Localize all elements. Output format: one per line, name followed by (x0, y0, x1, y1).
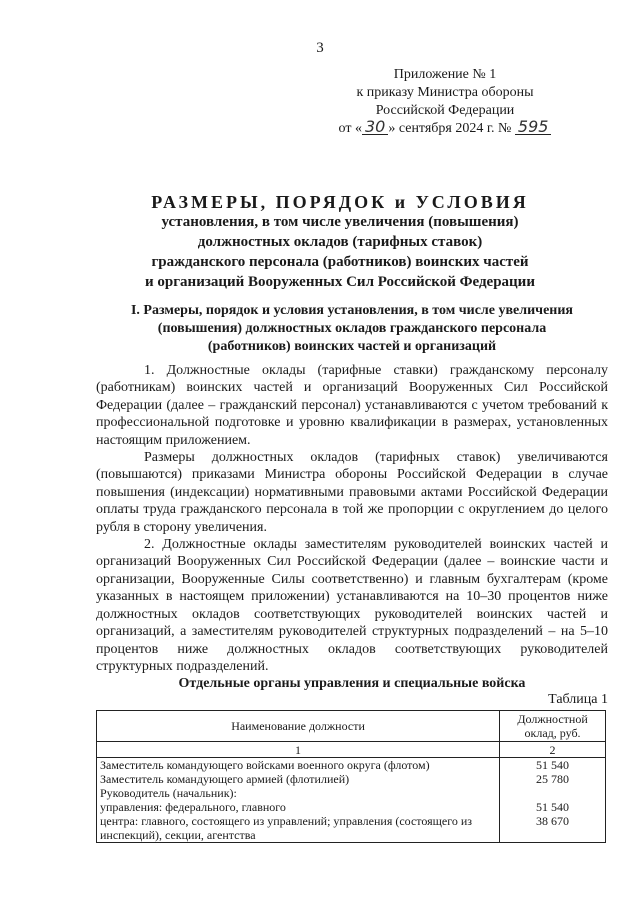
salary-cell (500, 786, 606, 800)
section-line-1: I. Размеры, порядок и условия установления, в том числе увеличения (130, 303, 573, 318)
position-cell: Руководитель (начальник): (97, 786, 500, 800)
paragraph-3: 2. Должностные оклады заместителям руководителей воинских частей и организаций Вооруженных Сил Российской Федерации (далее – воинские части и организации, Вооруженные Силы соответственно) и главным бухгалтерам (кроме указанных в настоящем приложении) устанавливаются на 10–30 процентов ниже должностных окладов соответствующих руководителей воинских частей и организаций, а заместителям руководителей структурных подразделений – на 5–10 процентов ниже должностных окладов соответствующих руководителей структурных подразделений. (96, 537, 608, 674)
salary-cell: 51 540 (500, 800, 606, 814)
header-position: Наименование должности (97, 711, 500, 742)
table-row (97, 772, 606, 786)
title-line-4: гражданского персонала (работников) воинских частей (151, 254, 529, 270)
table-row (97, 786, 606, 800)
appendix-line-1: Приложение № 1 (393, 67, 497, 82)
appendix-date-line (300, 117, 590, 138)
handwritten-day: 30 (362, 120, 388, 135)
table-header-row (97, 711, 606, 742)
date-middle: » сентября 2024 г. № (388, 121, 512, 136)
date-prefix: от « (338, 121, 362, 136)
title-line-5: и организаций Вооруженных Сил Российской Федерации (145, 274, 535, 290)
section-line-2: (повышения) должностных окладов гражданского персонала (157, 321, 547, 336)
column-number-row (97, 742, 606, 758)
table-row (97, 758, 606, 773)
body-text (96, 362, 608, 675)
position-cell: Заместитель командующего армией (флотилией) (97, 772, 500, 786)
salary-cell: 51 540 (500, 758, 606, 773)
section-title (96, 302, 608, 356)
title-line-2: установления, в том числе увеличения (повышения) (161, 214, 519, 230)
salary-cell: 25 780 (500, 772, 606, 786)
section-line-3: (работников) воинских частей и организаций (207, 339, 497, 354)
title-line-1: РАЗМЕРЫ, ПОРЯДОК и УСЛОВИЯ (151, 192, 529, 212)
salary-table (96, 710, 606, 843)
appendix-block (300, 66, 590, 138)
document-title (90, 192, 590, 292)
paragraph-2: Размеры должностных окладов (тарифных ставок) увеличиваются (повышаются) приказами Министра обороны Российской Федерации в случае повышения (индексации) нормативными правовыми актами Российской Федерации оплаты труда гражданского персонала в той же пропорции с округлением до целого рубля в сторону увеличения. (96, 450, 608, 535)
position-cell: управления: федерального, главного (97, 800, 500, 814)
column-number-2: 2 (500, 742, 606, 758)
table-row (97, 814, 606, 843)
table-heading: Отдельные органы управления и специальные войска (178, 676, 526, 691)
page-number: 3 (316, 40, 324, 56)
position-cell: центра: главного, состоящего из управлений; управления (состоящего из инспекций), секции, агентства (97, 814, 500, 843)
salary-cell: 38 670 (500, 814, 606, 843)
appendix-line-3: Российской Федерации (375, 103, 515, 118)
handwritten-order-number: 595 (515, 120, 552, 135)
table-row (97, 800, 606, 814)
position-cell: Заместитель командующего войсками военного округа (флотом) (97, 758, 500, 773)
column-number-1: 1 (97, 742, 500, 758)
header-salary: Должностной оклад, руб. (500, 711, 606, 742)
paragraph-1: 1. Должностные оклады (тарифные ставки) гражданскому персоналу (работникам) воинских частей и организаций Вооруженных Сил Российской Федерации (далее – гражданский персонал) устанавливаются с учетом требований к профессиональной подготовке и уровню квалификации в размерах, установленных настоящим приложением. (96, 363, 608, 448)
appendix-line-2: к приказу Министра обороны (356, 85, 534, 100)
title-line-3: должностных окладов (тарифных ставок) (197, 234, 483, 250)
table-label: Таблица 1 (548, 692, 608, 707)
